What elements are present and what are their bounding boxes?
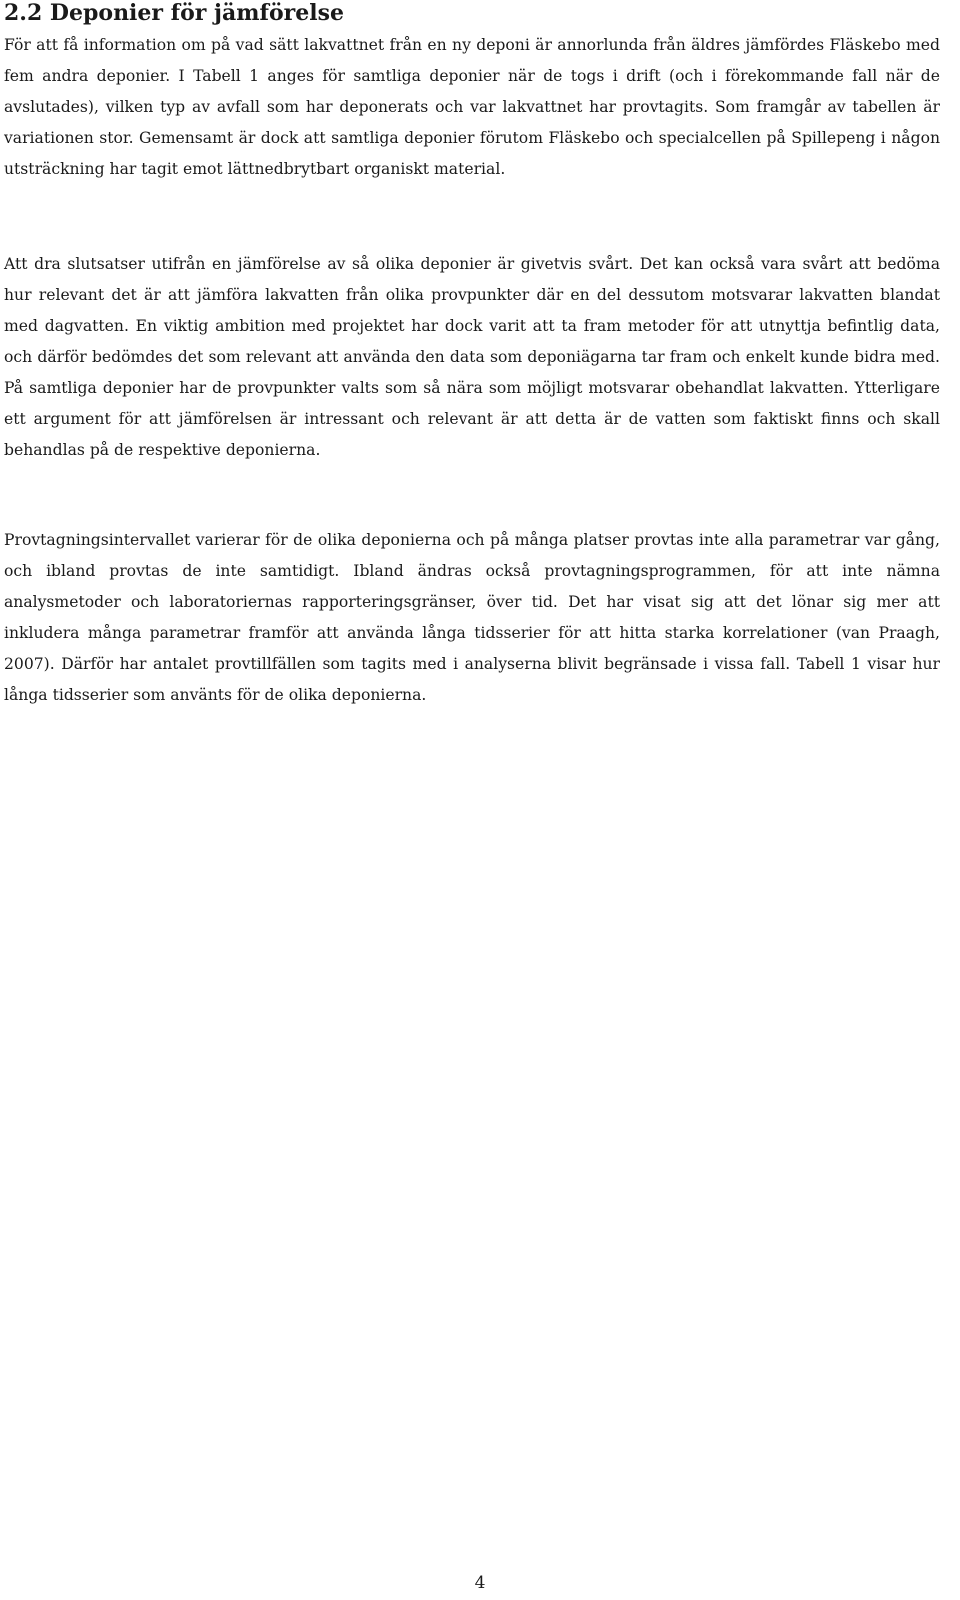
paragraph-provtagningsintervall: Provtagningsintervallet varierar för de olika deponierna och på många platser provtas inte alla parametrar var gång, och ibland provtas de inte samtidigt. Ibland ändras också provtagningsprogrammen, för att inte nämna analysmetoder och laboratoriernas rapporteringsgränser, över tid. Det har visat sig att det lönar sig mer att inkludera många parametrar framför att använda långa tidsserier för att hitta starka korrelationer (van Praagh, 2007). Därför har antalet provtillfällen som tagits med i analyserna blivit begränsade i vissa fall. Tabell 1 visar hur långa tidsserier som använts för de olika deponierna. [4, 531, 940, 704]
section-heading: 2.2 Deponier för jämförelse [4, 0, 345, 26]
page-number: 4 [474, 1573, 486, 1593]
paragraph-slutsatser: Att dra slutsatser utifrån en jämförelse av så olika deponier är givetvis svårt. Det kan också vara svårt att bedöma hur relevant det är att jämföra lakvatten från olika provpunkter där en del dessutom motsvarar lakvatten blandat med dagvatten. En viktig ambition med projektet har dock varit att ta fram metoder för att utnyttja befintlig data, och därför bedömdes det som relevant att använda den data som deponiägarna tar fram och enkelt kunde bidra med. På samtliga deponier har de provpunkter valts som så nära som möjligt motsvarar obehandlat lakvatten. Ytterligare ett argument för att jämförelsen är intressant och relevant är att detta är de vatten som faktiskt finns och skall behandlas på de respektive deponierna. [4, 255, 940, 459]
paragraph-deponier-intro: För att få information om på vad sätt lakvattnet från en ny deponi är annorlunda från äldres jämfördes Fläskebo med fem andra deponier. I Tabell 1 anges för samtliga deponier när de togs i drift (och i förekommande fall när de avslutades), vilken typ av avfall som har deponerats och var lakvattnet har provtagits. Som framgår av tabellen är variationen stor. Gemensamt är dock att samtliga deponier förutom Fläskebo och specialcellen på Spillepeng i någon utsträckning har tagit emot lättnedbrytbart organiskt material. [4, 36, 940, 178]
